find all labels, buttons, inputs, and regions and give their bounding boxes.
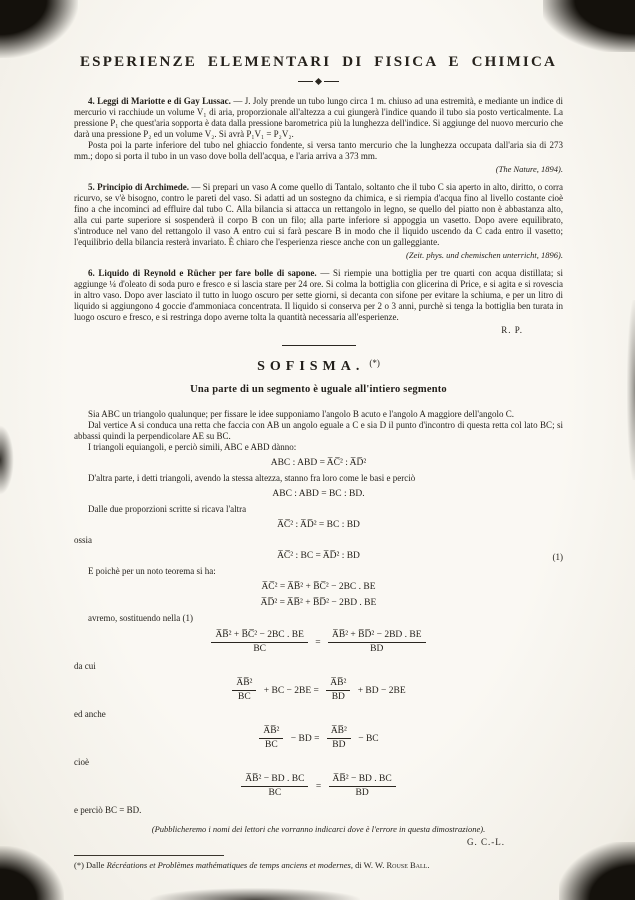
paragraph: Posta poi la parte inferiore del tubo nel ghiaccio fondente, si versa tanto mercurio che la lunghezza occupata dall'aria sia di 273 mm.; dopo si porta il tubo in un vaso dove bolla dell'acqua, e l'aria arriva a 373 mm. (74, 140, 563, 161)
numerator: A̅B̅² − BD . BC (241, 774, 308, 787)
conclusion-text: e perciò BC = BD. (74, 805, 142, 815)
paragraph (74, 96, 563, 140)
scan-artifact-bottom-edge (150, 888, 360, 900)
denominator: BC (253, 644, 267, 654)
sofisma-signature: G. C.-L. (467, 837, 505, 847)
paragraph (74, 182, 563, 248)
fraction (211, 630, 307, 655)
paragraph: Dalle due proporzioni scritte si ricava l'altra (88, 504, 247, 514)
footnote-divider (74, 855, 224, 856)
denominator: BD (331, 692, 345, 702)
page-footnote (74, 855, 563, 871)
fraction (241, 774, 308, 799)
denominator: BD (355, 788, 369, 798)
equation-bases-ratio: ABC : ABD = BC : BD. (272, 489, 365, 499)
sofisma-title (74, 358, 563, 375)
numerator: A̅B̅² − BD . BC (329, 774, 396, 787)
numerator: A̅B̅² + B̅C̅² − 2BC . BE (211, 630, 307, 643)
equals-sign: = (315, 781, 322, 792)
footnote-end: . (427, 860, 430, 870)
denominator: BD (332, 740, 346, 750)
equation-similar-triangles: ABC : ABD = A̅C̅² : A̅D̅² (270, 458, 367, 468)
article-body: — J. Joly prende un tubo lungo circa 1 m. chiuso ad una estremità, e mediante un indice di mercurio vi racchiude un volume V₁ di aria, proporzionale all'altezza a cui giungerà l'indice quando il tubo sia posto verticalmente. La pressione P₁ che quest'aria sopporta è data dalla pressione barometrica più la lunghezza dell'indice. Si aggiunge del nuovo mercurio che darà una pressione P₂ ed un volume V₂. Si avrà P₁V₁ = P₂V₂. (74, 96, 564, 139)
footnote-book-title: Récréations et Problèmes mathématiques de temps anciens et modernes (106, 860, 351, 870)
operator-text: − BC (358, 733, 379, 744)
footnote-pre: Dalle (83, 860, 107, 870)
equation-substituted (74, 630, 563, 655)
paragraph: I triangoli equiangoli, e perciò simili, ABC e ABD dànno: (88, 442, 297, 452)
page-title: ESPERIENZE ELEMENTARI DI FISICA E CHIMICA (79, 54, 558, 70)
article-body: — Si riempie una bottiglia per tre quarti con acqua distillata; si aggiunge ¼ d'oleato di soda puro e fresco e si lascia stare per 24 ore. Si colma la bottiglia con glicerina di Price, e si agita e si rovescia in altro vaso. Dopo aver lasciato il tutto in luogo oscuro per sette giorni, si decanta con sifone per evitare la schiuma, e per un litro di liquido si aggiungono 4 goccie d'ammoniaca concentrata. Il liquido si conserva per 2 o 3 anni, purchè si tenga la bottiglia ben turata in luogo oscuro e fresco, e si restringa dopo averne tolta la quantità necessaria all'esperienze. (74, 268, 564, 322)
numerator: A̅B̅² + B̅D̅² − 2BD . BE (328, 630, 426, 643)
footnote-author: Rouse Ball (386, 860, 428, 870)
sofisma-article (74, 358, 563, 847)
numerator: A̅B̅² (259, 726, 283, 739)
article-body: — Si prepari un vaso A come quello di Tantalo, soltanto che il tubo C sia aperto in alto, diritto, o corra ricurvo, se v'è bisogno, contro le pareti del vaso. Si adatti ad un sostegno da chimica, e si riempia d'acqua fino al livello costante cioè fino a che incominci ad effluire dal tubo C. Alla bilancia si attacca un rettangolo in legno, se quello del piatto non è abbastanza alto, alla cui parte superiore si sospenderà il corpo B con un filo; alla parte inferiore si appoggia un vasetto. Dopo avere equilibrato, s'introduce nel vano del rettangolo il vaso A entro cui si farà pescare B in modo che il liquido uscendo da C cada entro il vasetto; l'equilibrio della bilancia resterà invariato. È chiaro che l'esperienza riesce anche con un galleggiante. (74, 182, 563, 247)
equation-simplified-1 (74, 678, 563, 703)
article-heading: 6. Liquido di Reynold e Rücher per fare bolle di sapone. (88, 268, 317, 278)
equals-sign: = (315, 637, 321, 648)
footnote-mid: , di W. W. (350, 860, 387, 870)
fraction (232, 678, 256, 703)
operator-text: + BD − 2BE (357, 685, 406, 696)
sofisma-title-text: SOFISMA. (257, 359, 365, 374)
equation-theorem-ac: A̅C̅² = A̅B̅² + B̅C̅² − 2BC . BE (261, 582, 376, 592)
equation-text: A̅C̅² : BC = A̅D̅² : BD (277, 551, 360, 561)
paragraph: avremo, sostituendo nella (1) (88, 613, 193, 623)
equation-final (74, 774, 563, 799)
equation-label-cioe: cioè (74, 757, 89, 767)
paragraph: Dal vertice A si conduca una retta che faccia con AB un angolo eguale a C e sia D il punto d'incontro di questa retta col lato BC; si abbassi quindi la perpendicolare AE su BC. (74, 420, 563, 441)
numerator: A̅B̅² (327, 726, 351, 739)
fraction (259, 726, 283, 751)
footnote-mark: (*) (369, 358, 380, 368)
equation-derived-proportion: A̅C̅² : A̅D̅² = BC : BD (277, 520, 360, 530)
fraction (328, 630, 426, 655)
editor-note: (Pubblicheremo i nomi dei lettori che vorranno indicarci dove è l'errore in questa dimostrazione). (151, 824, 486, 834)
article-attribution: (Zeit. phys. und chemischen unterricht, 1896). (406, 250, 563, 260)
article-liquido-bolle-sapone (74, 268, 563, 335)
paragraph: D'altra parte, i detti triangoli, avendo la stessa altezza, stanno fra loro come le basi e perciò (88, 473, 416, 483)
sofisma-subtitle: Una parte di un segmento è uguale all'intiero segmento (190, 384, 447, 395)
paragraph: E poichè per un noto teorema si ha: (88, 566, 216, 576)
article-heading: 4. Leggi di Mariotte e di Gay Lussac. (88, 96, 231, 106)
operator-text: − BD = (290, 733, 320, 744)
article-signature: R. P. (501, 325, 523, 335)
article-attribution: (The Nature, 1894). (495, 164, 563, 174)
operator-text: + BC − 2BE = (263, 685, 319, 696)
fraction (329, 774, 396, 799)
fraction (326, 678, 350, 703)
fraction (327, 726, 351, 751)
article-archimede (74, 182, 563, 260)
equation-simplified-2 (74, 726, 563, 751)
equation-number: (1) (552, 552, 563, 562)
footnote-text (74, 860, 563, 871)
denominator: BD (370, 644, 384, 654)
denominator: BC (265, 740, 278, 750)
numerator: A̅B̅² (326, 678, 350, 691)
equation-numbered-1 (74, 550, 563, 562)
article-heading: 5. Principio di Archimede. (88, 182, 190, 192)
denominator: BC (238, 692, 251, 702)
ornament-divider-icon (74, 79, 563, 84)
equation-label-ossia: ossia (74, 535, 92, 545)
numerator: A̅B̅² (232, 678, 256, 691)
equation-label-ed-anche: ed anche (74, 709, 106, 719)
footnote-mark: (*) (74, 860, 84, 870)
equation-label-da-cui: da cui (74, 661, 96, 671)
section-divider (282, 345, 356, 346)
paragraph (74, 268, 563, 323)
paragraph: Sia ABC un triangolo qualunque; per fissare le idee supponiamo l'angolo B acuto e l'angolo A maggiore dell'angolo C. (88, 409, 515, 419)
equation-theorem-ad: A̅D̅² = A̅B̅² + B̅D̅² − 2BD . BE (260, 598, 377, 608)
article-mariotte-gay-lussac (74, 96, 563, 174)
denominator: BC (268, 788, 282, 798)
